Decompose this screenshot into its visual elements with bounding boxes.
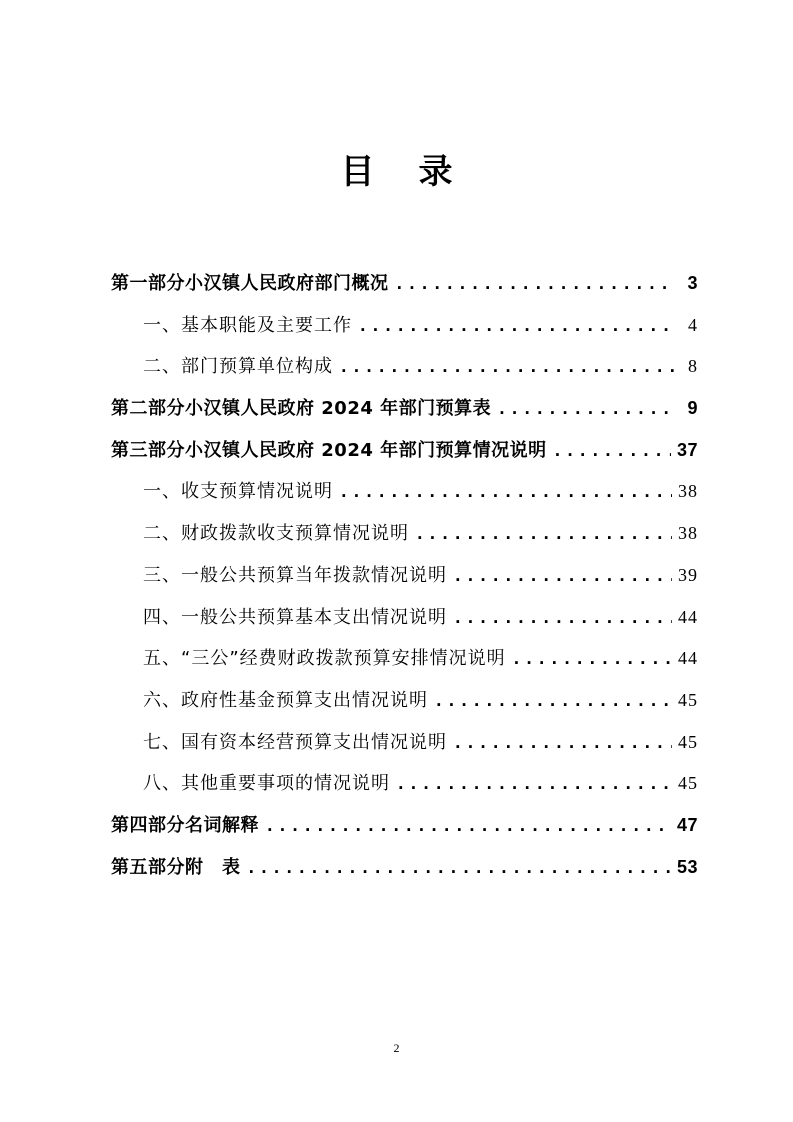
- toc-entry-page: 44: [678, 606, 698, 627]
- toc-entry-label: 六、政府性基金预算支出情况说明: [143, 689, 428, 711]
- toc-dot-leader: [453, 722, 672, 764]
- toc-entry-3-2[interactable]: [111, 513, 698, 555]
- toc-dot-leader: [247, 847, 671, 889]
- toc-entry-page: 39: [678, 564, 698, 585]
- page-title: 目录: [340, 152, 497, 192]
- toc-dot-leader: [339, 346, 674, 388]
- toc-dot-leader: [396, 763, 672, 805]
- toc-entry-page: 37: [676, 439, 698, 460]
- toc-dot-leader: [434, 680, 672, 722]
- toc-entry-part-5[interactable]: [111, 847, 698, 889]
- toc-dot-leader: [358, 305, 674, 347]
- toc-entry-part-3[interactable]: [111, 430, 698, 472]
- toc-dot-leader: [453, 555, 672, 597]
- toc-entry-label: 五、“三公”经费财政拨款预算安排情况说明: [143, 648, 506, 670]
- toc-entry-page: 45: [678, 689, 698, 710]
- toc-entry-label: 第一部分小汉镇人民政府部门概况: [111, 273, 389, 294]
- toc-dot-leader: [553, 430, 671, 472]
- toc-entry-part-2[interactable]: [111, 388, 698, 430]
- toc-entry-part-4[interactable]: [111, 805, 698, 847]
- toc-entry-1-2[interactable]: [111, 346, 698, 388]
- toc-dot-leader: [512, 638, 672, 680]
- toc-entry-3-5[interactable]: [111, 638, 698, 680]
- toc-entry-1-1[interactable]: [111, 305, 698, 347]
- toc-entry-label: 二、财政拨款收支预算情况说明: [143, 523, 409, 545]
- toc-entry-label: 第三部分小汉镇人民政府 2024 年部门预算情况说明: [111, 439, 547, 461]
- toc-entry-page: 47: [676, 814, 698, 835]
- toc-entry-3-3[interactable]: [111, 555, 698, 597]
- toc-entry-page: 8: [688, 356, 698, 377]
- toc-entry-label: 四、一般公共预算基本支出情况说明: [143, 606, 447, 628]
- toc-entry-page: 9: [687, 398, 698, 419]
- toc-entry-label: 第五部分附 表: [111, 856, 241, 878]
- toc-entry-page: 45: [678, 773, 698, 794]
- toc-entry-page: 3: [687, 273, 698, 293]
- page-number: 2: [393, 1041, 400, 1055]
- toc-entry-3-6[interactable]: [111, 680, 698, 722]
- toc-dot-leader: [497, 388, 674, 430]
- toc-entry-page: 44: [678, 648, 698, 669]
- toc-entry-3-4[interactable]: [111, 597, 698, 639]
- toc-entry-page: 45: [678, 731, 698, 752]
- toc-entry-page: 53: [676, 856, 698, 877]
- toc-dot-leader: [339, 471, 672, 513]
- toc-entry-label: 七、国有资本经营预算支出情况说明: [143, 731, 447, 753]
- toc-entry-label: 第四部分名词解释: [111, 814, 259, 836]
- toc-entry-page: 38: [678, 523, 698, 544]
- toc-entry-3-7[interactable]: [111, 722, 698, 764]
- toc-entry-label: 第二部分小汉镇人民政府 2024 年部门预算表: [111, 398, 492, 420]
- toc-entry-3-1[interactable]: [111, 471, 698, 513]
- toc-dot-leader: [453, 597, 672, 639]
- toc-dot-leader: [395, 263, 675, 305]
- toc-entry-page: 38: [678, 481, 698, 502]
- toc-entry-3-8[interactable]: [111, 763, 698, 805]
- table-of-contents: [111, 263, 698, 888]
- toc-entry-part-1[interactable]: [111, 263, 698, 305]
- toc-entry-page: 4: [688, 314, 698, 335]
- toc-dot-leader: [415, 513, 672, 555]
- toc-entry-label: 二、部门预算单位构成: [143, 356, 333, 378]
- toc-entry-label: 三、一般公共预算当年拨款情况说明: [143, 564, 447, 586]
- toc-entry-label: 八、其他重要事项的情况说明: [143, 773, 390, 795]
- toc-dot-leader: [265, 805, 671, 847]
- toc-entry-label: 一、基本职能及主要工作: [143, 314, 352, 336]
- toc-entry-label: 一、收支预算情况说明: [143, 481, 333, 503]
